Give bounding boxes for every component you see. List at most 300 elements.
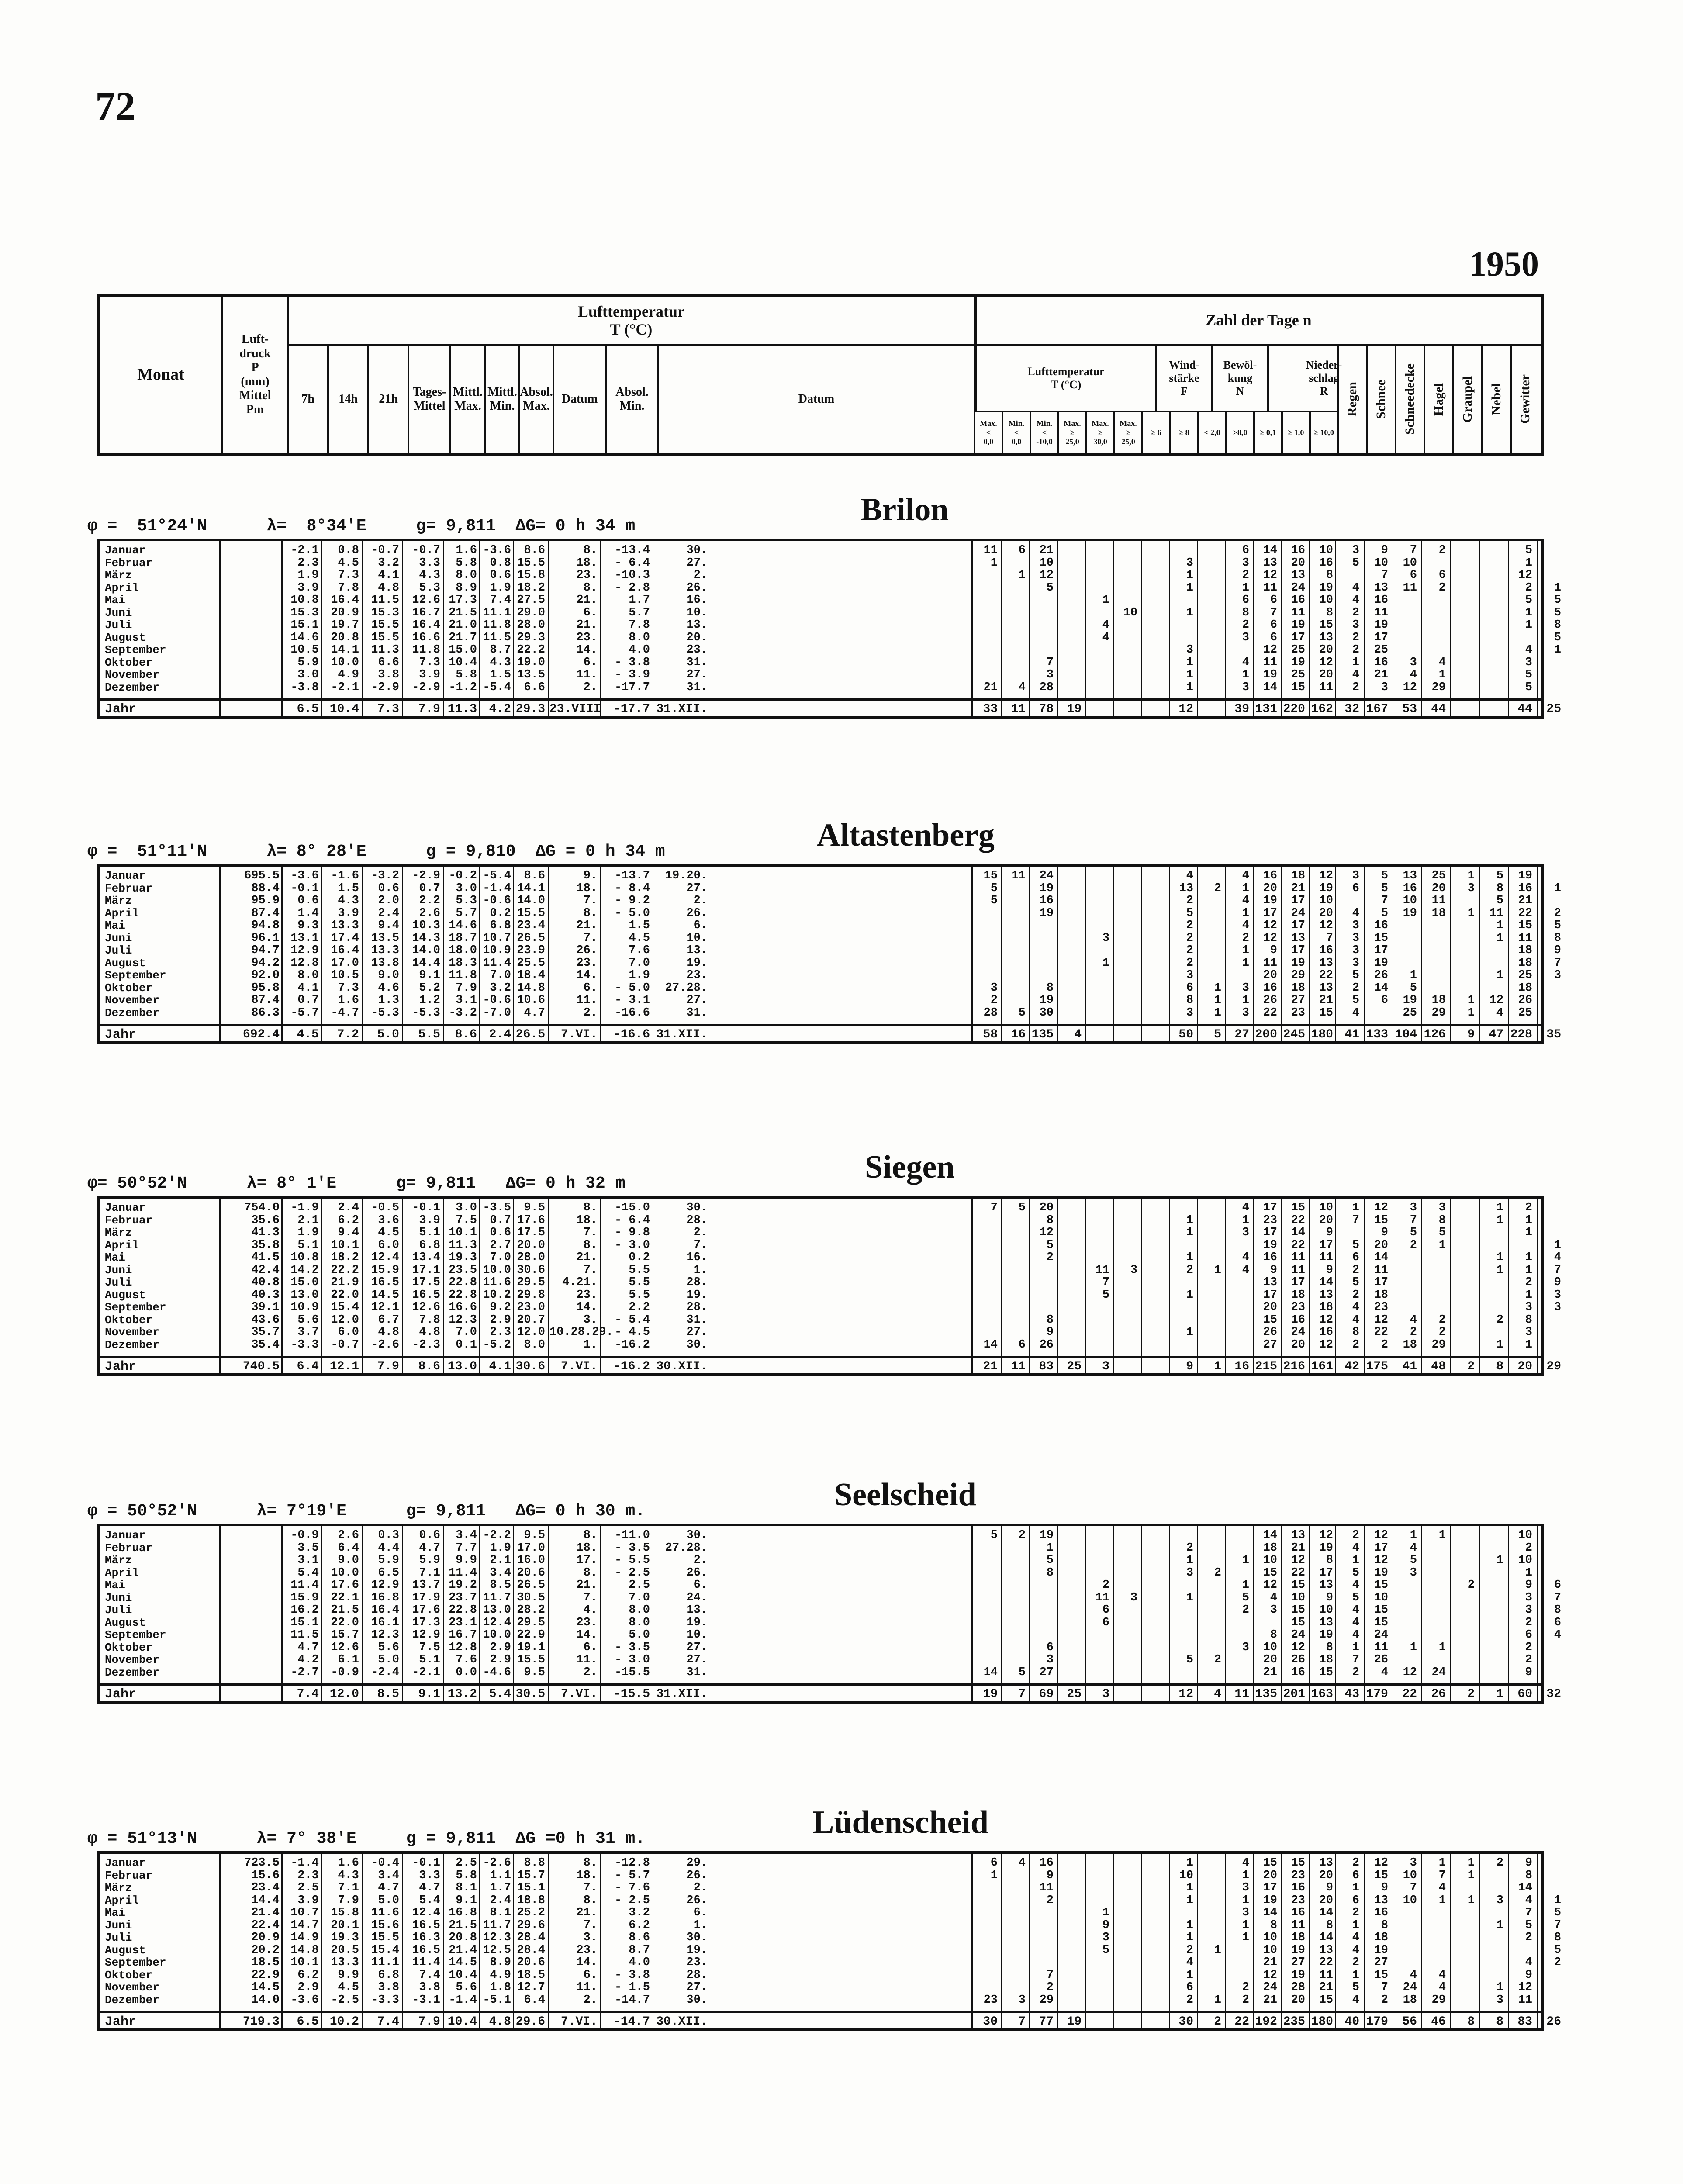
- table-cell: [221, 594, 280, 606]
- table-cell: 11.6: [483, 1276, 511, 1289]
- table-cell: 21: [1291, 881, 1305, 895]
- table-cell: [1003, 908, 1026, 919]
- table-cell: 22.8: [449, 1288, 477, 1302]
- table-cell: 16: [1263, 1251, 1277, 1264]
- table-cell: [1143, 1882, 1165, 1894]
- table-cell: [1538, 995, 1561, 1006]
- table-cell: 20: [1263, 1869, 1277, 1882]
- table-cell: 9: [1102, 1918, 1109, 1932]
- table-cell: [1031, 1302, 1054, 1313]
- table-cell: [975, 908, 998, 919]
- table-cell: 6: [1242, 544, 1249, 557]
- table-cell: [1423, 957, 1446, 969]
- table-cell: 14: [1291, 1226, 1305, 1239]
- table-cell: [975, 570, 998, 581]
- jahr-cell: 7.VI.: [560, 1028, 598, 1041]
- table-cell: [1059, 582, 1082, 594]
- table-cell: 1: [1496, 969, 1503, 982]
- table-cell: 30.: [686, 1993, 708, 2007]
- table-cell: 18.8: [517, 1894, 545, 1907]
- table-cell: 22: [1291, 1213, 1305, 1227]
- table-cell: 4: [1525, 643, 1532, 657]
- table-cell: 10.: [686, 1628, 708, 1641]
- table-row: [100, 1579, 1561, 1592]
- table-cell: 18: [1403, 1338, 1417, 1351]
- table-cell: [1143, 1857, 1165, 1869]
- table-cell: 9: [1381, 544, 1388, 557]
- table-cell: 3.4: [456, 1529, 477, 1542]
- table-cell: 6: [1102, 1616, 1109, 1629]
- table-cell: [1059, 644, 1082, 656]
- table-cell: 20: [1319, 906, 1333, 920]
- table-cell: 1: [1496, 1918, 1503, 1932]
- table-cell: 2: [1186, 956, 1193, 970]
- table-cell: 13.: [686, 944, 708, 957]
- table-cell: 40.8: [251, 1276, 280, 1289]
- table-cell: 1.3: [378, 994, 399, 1007]
- table-cell: 1.5: [490, 668, 511, 681]
- table-cell: 25.2: [517, 1906, 545, 1919]
- table-cell: 6: [1352, 1251, 1359, 1264]
- table-cell: 6: [1242, 594, 1249, 607]
- table-cell: 4: [1352, 1993, 1359, 2007]
- month-label: Juli: [105, 619, 132, 632]
- table-cell: -4.7: [331, 1006, 359, 1019]
- table-cell: [1227, 1289, 1249, 1301]
- jahr-cell: 27: [1234, 1028, 1249, 1041]
- table-cell: 16: [1518, 881, 1532, 895]
- table-cell: 6.: [693, 1906, 708, 1919]
- table-cell: 11.8: [412, 643, 440, 657]
- table-cell: [1115, 1202, 1137, 1213]
- table-cell: [1481, 1542, 1503, 1554]
- table-cell: 20.9: [331, 606, 359, 619]
- month-label: Juli: [105, 1931, 132, 1944]
- table-cell: 4: [1554, 1251, 1561, 1264]
- table-cell: [1423, 1629, 1446, 1641]
- table-cell: [1423, 1617, 1446, 1628]
- table-cell: [975, 669, 998, 681]
- jahr-cell: 25: [1546, 702, 1561, 716]
- table-cell: 5: [1410, 1226, 1417, 1239]
- table-cell: 86.3: [251, 1006, 280, 1019]
- table-cell: [1143, 945, 1165, 956]
- table-cell: [1481, 982, 1503, 994]
- table-cell: [1452, 570, 1475, 581]
- jahr-cell: 10.4: [329, 702, 359, 716]
- table-cell: [1452, 1920, 1475, 1931]
- table-cell: 12.8: [290, 956, 319, 970]
- table-cell: 1.: [693, 1263, 708, 1277]
- table-cell: [1452, 1970, 1475, 1981]
- table-cell: - 2.5: [614, 1894, 650, 1907]
- jahr-cell: 41: [1344, 1028, 1359, 1041]
- table-cell: [1031, 1957, 1054, 1968]
- table-cell: 4: [1352, 1579, 1359, 1592]
- table-cell: [1481, 607, 1503, 619]
- header-sub-7: ≥ 8: [1169, 411, 1197, 453]
- jahr-cell: 16: [1011, 1028, 1026, 1041]
- table-cell: -12.8: [614, 1856, 650, 1870]
- table-cell: 27: [1039, 1666, 1054, 1679]
- table-row: [100, 1591, 1561, 1604]
- table-cell: [1394, 1957, 1417, 1968]
- table-cell: [1115, 982, 1137, 994]
- table-cell: - 3.0: [614, 1238, 650, 1252]
- table-cell: 3.9: [297, 1894, 319, 1907]
- table-cell: [1115, 1982, 1137, 1993]
- table-cell: 7.: [693, 1238, 708, 1252]
- table-cell: 27.: [686, 668, 708, 681]
- table-cell: 8: [1326, 1641, 1333, 1654]
- table-cell: 12: [1489, 994, 1503, 1007]
- month-label: Mai: [105, 594, 125, 607]
- header-vert-cell: [1510, 346, 1539, 453]
- table-cell: [1452, 1555, 1475, 1566]
- table-cell: 27: [1374, 1956, 1388, 1969]
- table-cell: 8: [1496, 881, 1503, 895]
- table-cell: 0.6: [378, 881, 399, 895]
- table-cell: 9.9: [456, 1554, 477, 1567]
- table-cell: 13.0: [483, 1603, 511, 1617]
- table-cell: [1538, 557, 1561, 569]
- table-cell: [1087, 1227, 1109, 1238]
- table-cell: [1538, 1007, 1561, 1019]
- table-cell: 2: [1554, 906, 1561, 920]
- table-cell: 14.0: [251, 1993, 280, 2007]
- table-cell: 2: [1046, 1251, 1054, 1264]
- table-cell: 19: [1319, 1541, 1333, 1555]
- table-cell: [1423, 1302, 1446, 1313]
- table-cell: 18: [1319, 1653, 1333, 1666]
- table-cell: 5.5: [629, 1276, 650, 1289]
- table-cell: 5: [1352, 1591, 1359, 1604]
- table-cell: 5: [1186, 906, 1193, 920]
- table-cell: 0.6: [490, 1226, 511, 1239]
- table-cell: [1059, 557, 1082, 569]
- table-cell: 14.9: [290, 1931, 319, 1944]
- table-cell: [1059, 1327, 1082, 1338]
- table-cell: 1: [1496, 1981, 1503, 1994]
- table-header: [97, 294, 1544, 456]
- table-cell: [1031, 1277, 1054, 1288]
- table-cell: [1199, 1227, 1221, 1238]
- table-cell: 15.9: [290, 1591, 319, 1604]
- table-cell: [1143, 970, 1165, 981]
- table-cell: 2: [1214, 881, 1221, 895]
- table-cell: [1199, 1667, 1221, 1678]
- table-cell: 5.7: [456, 906, 477, 920]
- table-cell: 4.7: [419, 1541, 440, 1555]
- table-cell: 2.3: [297, 1869, 319, 1882]
- table-row: [100, 1327, 1541, 1338]
- table-cell: 3: [1242, 1881, 1249, 1894]
- table-cell: 30.: [686, 1931, 708, 1944]
- table-cell: 15: [1291, 1603, 1305, 1617]
- header-sub-0: Max. < 0,0: [974, 411, 1002, 453]
- table-cell: 19: [1039, 994, 1054, 1007]
- table-cell: 5: [1554, 1943, 1561, 1957]
- table-cell: 1: [1525, 1251, 1532, 1264]
- table-cell: 12.3: [449, 1313, 477, 1327]
- table-cell: [1423, 1920, 1446, 1931]
- table-cell: [1227, 1667, 1249, 1678]
- table-cell: 3: [1242, 631, 1249, 644]
- table-cell: -2.6: [371, 1338, 399, 1351]
- table-cell: -11.0: [614, 1529, 650, 1542]
- table-cell: 1: [1352, 1918, 1359, 1932]
- table-cell: 9: [1046, 1326, 1054, 1339]
- table-cell: [975, 1617, 998, 1628]
- jahr-cell: 19: [983, 1687, 998, 1701]
- table-cell: 0.7: [297, 994, 319, 1007]
- table-cell: 3: [1410, 1856, 1417, 1870]
- jahr-cell: 13.2: [447, 1687, 477, 1701]
- table-cell: 12: [1319, 869, 1333, 882]
- table-cell: 2: [1186, 1263, 1193, 1277]
- table-cell: 7.3: [338, 569, 359, 582]
- table-cell: 28.: [686, 1301, 708, 1314]
- table-row: [100, 619, 1561, 632]
- table-cell: 1: [1102, 956, 1109, 970]
- table-cell: 16.3: [412, 1931, 440, 1944]
- table-cell: 5: [1046, 1554, 1054, 1567]
- table-cell: 21.: [576, 1579, 598, 1592]
- table-cell: [1199, 1240, 1221, 1251]
- jahr-cell: 30: [983, 2015, 998, 2028]
- table-cell: [1087, 1302, 1109, 1313]
- table-cell: 3: [1270, 1603, 1277, 1617]
- table-cell: [1115, 632, 1137, 643]
- table-cell: 10.4: [449, 656, 477, 669]
- table-cell: 4.3: [338, 1869, 359, 1882]
- jahr-cell: [1115, 1026, 1137, 1044]
- table-cell: 23.: [576, 631, 598, 644]
- table-cell: [1199, 1604, 1221, 1616]
- table-cell: 4.7: [297, 1641, 319, 1654]
- table-cell: [1199, 1907, 1221, 1918]
- table-cell: 6: [1018, 1338, 1026, 1351]
- table-cell: [1059, 594, 1082, 606]
- header-group-0: Lufttemperatur T (°C): [974, 346, 1155, 411]
- table-cell: 2: [1352, 1666, 1359, 1679]
- jahr-cell: 2: [1214, 2015, 1221, 2028]
- table-cell: 96.1: [251, 931, 280, 945]
- table-cell: 27.: [686, 881, 708, 895]
- table-cell: 21.: [576, 619, 598, 632]
- jahr-cell: 60: [1517, 1687, 1532, 1701]
- table-cell: -5.3: [371, 1006, 399, 1019]
- table-cell: 7.: [583, 1263, 598, 1277]
- table-cell: [1143, 870, 1165, 881]
- table-cell: [1143, 1555, 1165, 1566]
- table-cell: 21.4: [449, 1943, 477, 1957]
- table-cell: 11.4: [483, 956, 511, 970]
- table-cell: [1171, 1642, 1193, 1653]
- table-cell: [1143, 582, 1165, 594]
- table-cell: 11: [1374, 1641, 1388, 1654]
- table-cell: 11: [1263, 656, 1277, 669]
- table-cell: [1059, 1252, 1082, 1263]
- table-cell: 27.: [686, 556, 708, 570]
- table-cell: 5.8: [456, 1869, 477, 1882]
- table-cell: 3.0: [456, 881, 477, 895]
- table-cell: 11: [1374, 1263, 1388, 1277]
- table-cell: 13.0: [290, 1288, 319, 1302]
- table-cell: [1452, 644, 1475, 656]
- table-cell: 10: [1319, 1201, 1333, 1214]
- table-cell: [1003, 970, 1026, 981]
- table-cell: -3.2: [371, 869, 399, 882]
- table-cell: 11: [1095, 1591, 1109, 1604]
- table-row: [100, 606, 1561, 619]
- jahr-cell: 11.3: [447, 702, 477, 716]
- table-cell: 1: [1352, 1881, 1359, 1894]
- table-cell: 16.6: [412, 631, 440, 644]
- table-cell: [1003, 1302, 1026, 1313]
- table-cell: 4.1: [378, 569, 399, 582]
- station-1: [0, 817, 1683, 1131]
- table-cell: [1059, 1604, 1082, 1616]
- jahr-cell: 53: [1402, 702, 1417, 716]
- table-cell: 7.: [583, 1591, 598, 1604]
- table-cell: 27.5: [517, 594, 545, 607]
- jahr-cell: 4.5: [297, 1028, 319, 1041]
- table-cell: 19: [1039, 906, 1054, 920]
- table-cell: 2.: [583, 1666, 598, 1679]
- table-cell: 3: [1554, 1288, 1561, 1302]
- jahr-cell: 180: [1311, 1028, 1333, 1041]
- table-cell: [1423, 1252, 1446, 1263]
- table-cell: [1452, 970, 1475, 981]
- table-cell: 20.6: [517, 1566, 545, 1579]
- table-cell: [1059, 1289, 1082, 1301]
- station-coords: φ = 51°13'N λ= 7° 38'E g = 9,811 ΔG =0 h 31 m.: [87, 1829, 646, 1848]
- table-cell: 5: [1554, 631, 1561, 644]
- table-cell: 29: [1291, 969, 1305, 982]
- table-row: [100, 657, 1541, 668]
- table-cell: [1171, 1530, 1193, 1541]
- table-cell: [1394, 957, 1417, 969]
- table-cell: 1: [1525, 1213, 1532, 1227]
- table-cell: 20.: [686, 631, 708, 644]
- table-cell: 3: [1410, 1201, 1417, 1214]
- jahr-cell: [1087, 1026, 1109, 1044]
- table-cell: [1087, 945, 1109, 956]
- table-cell: 11: [1095, 1263, 1109, 1277]
- table-cell: 15.1: [290, 1616, 319, 1629]
- table-cell: 14.: [576, 1628, 598, 1641]
- table-cell: [1031, 1289, 1054, 1301]
- table-cell: 16: [1263, 981, 1277, 995]
- table-cell: [1003, 1642, 1026, 1653]
- station-table: [97, 1524, 1561, 1704]
- table-cell: 17.6: [412, 1603, 440, 1617]
- table-cell: 11.: [576, 668, 598, 681]
- table-cell: 8.: [583, 581, 598, 594]
- table-row: [100, 581, 1561, 594]
- header-col-5: Mittl. Min.: [484, 346, 518, 453]
- table-cell: 28.: [686, 1276, 708, 1289]
- table-cell: 13.7: [412, 1579, 440, 1592]
- station-4: [0, 1804, 1683, 2118]
- month-label: Juli: [105, 944, 132, 957]
- jahr-cell: 58: [983, 1028, 998, 1041]
- table-cell: 1: [1018, 569, 1026, 582]
- table-cell: 22.2: [331, 1263, 359, 1277]
- table-cell: [1143, 1957, 1165, 1968]
- table-cell: 1: [1352, 1554, 1359, 1567]
- table-cell: 18.5: [517, 1968, 545, 1982]
- header-monat: Monat: [137, 365, 184, 384]
- table-cell: 0.3: [378, 1529, 399, 1542]
- table-cell: 5: [990, 1529, 998, 1542]
- table-cell: [1254, 1617, 1277, 1628]
- table-cell: [1143, 883, 1165, 894]
- table-cell: 26.5: [517, 931, 545, 945]
- table-cell: [1115, 1895, 1137, 1906]
- table-cell: 24: [1039, 869, 1054, 882]
- table-cell: 15.8: [331, 1906, 359, 1919]
- jahr-cell: -16.6: [613, 1028, 650, 1041]
- station-name: Altastenberg: [817, 817, 995, 853]
- header-zahl-der-tage: Zahl der Tage n: [974, 297, 1541, 345]
- month-label: Februar: [105, 1541, 153, 1555]
- table-cell: 6: [1381, 994, 1388, 1007]
- table-cell: [1171, 1604, 1193, 1616]
- table-cell: [1059, 1667, 1082, 1678]
- table-cell: 21: [1374, 668, 1388, 681]
- table-cell: [1171, 1302, 1193, 1313]
- table-cell: [1481, 1642, 1503, 1653]
- table-cell: 8: [1046, 1213, 1054, 1227]
- table-cell: 2: [1102, 1579, 1109, 1592]
- table-cell: [1452, 545, 1475, 556]
- table-cell: 1: [1186, 1591, 1193, 1604]
- table-cell: 21: [1291, 1541, 1305, 1555]
- table-cell: 6: [1018, 544, 1026, 557]
- month-label: Dezember: [105, 1666, 159, 1679]
- table-cell: [1087, 870, 1109, 881]
- header-sub-11: ≥ 1,0: [1281, 411, 1309, 453]
- table-cell: 2.6: [419, 906, 440, 920]
- jahr-cell: 5.5: [418, 1028, 440, 1041]
- table-cell: 19: [1319, 1628, 1333, 1641]
- table-cell: 1: [1186, 681, 1193, 694]
- table-cell: [1199, 1970, 1221, 1981]
- jahr-cell: 2: [1467, 1360, 1475, 1373]
- table-cell: [1481, 1654, 1503, 1666]
- table-cell: [1423, 1265, 1446, 1276]
- table-cell: -2.4: [371, 1666, 399, 1679]
- table-cell: [1059, 1882, 1082, 1894]
- table-cell: 20: [1319, 1894, 1333, 1907]
- table-cell: - 3.1: [614, 994, 650, 1007]
- table-cell: 2: [1496, 1856, 1503, 1870]
- table-cell: [1452, 582, 1475, 594]
- table-cell: [1087, 1240, 1109, 1251]
- table-cell: 2: [990, 994, 998, 1007]
- table-cell: 5: [1381, 906, 1388, 920]
- table-cell: [975, 594, 998, 606]
- table-cell: [1199, 594, 1221, 606]
- table-row: [100, 545, 1541, 556]
- jahr-cell: 215: [1255, 1360, 1277, 1373]
- table-cell: 12.0: [331, 1313, 359, 1327]
- table-cell: 5.8: [456, 668, 477, 681]
- table-cell: [1003, 995, 1026, 1006]
- table-cell: 15: [983, 869, 998, 882]
